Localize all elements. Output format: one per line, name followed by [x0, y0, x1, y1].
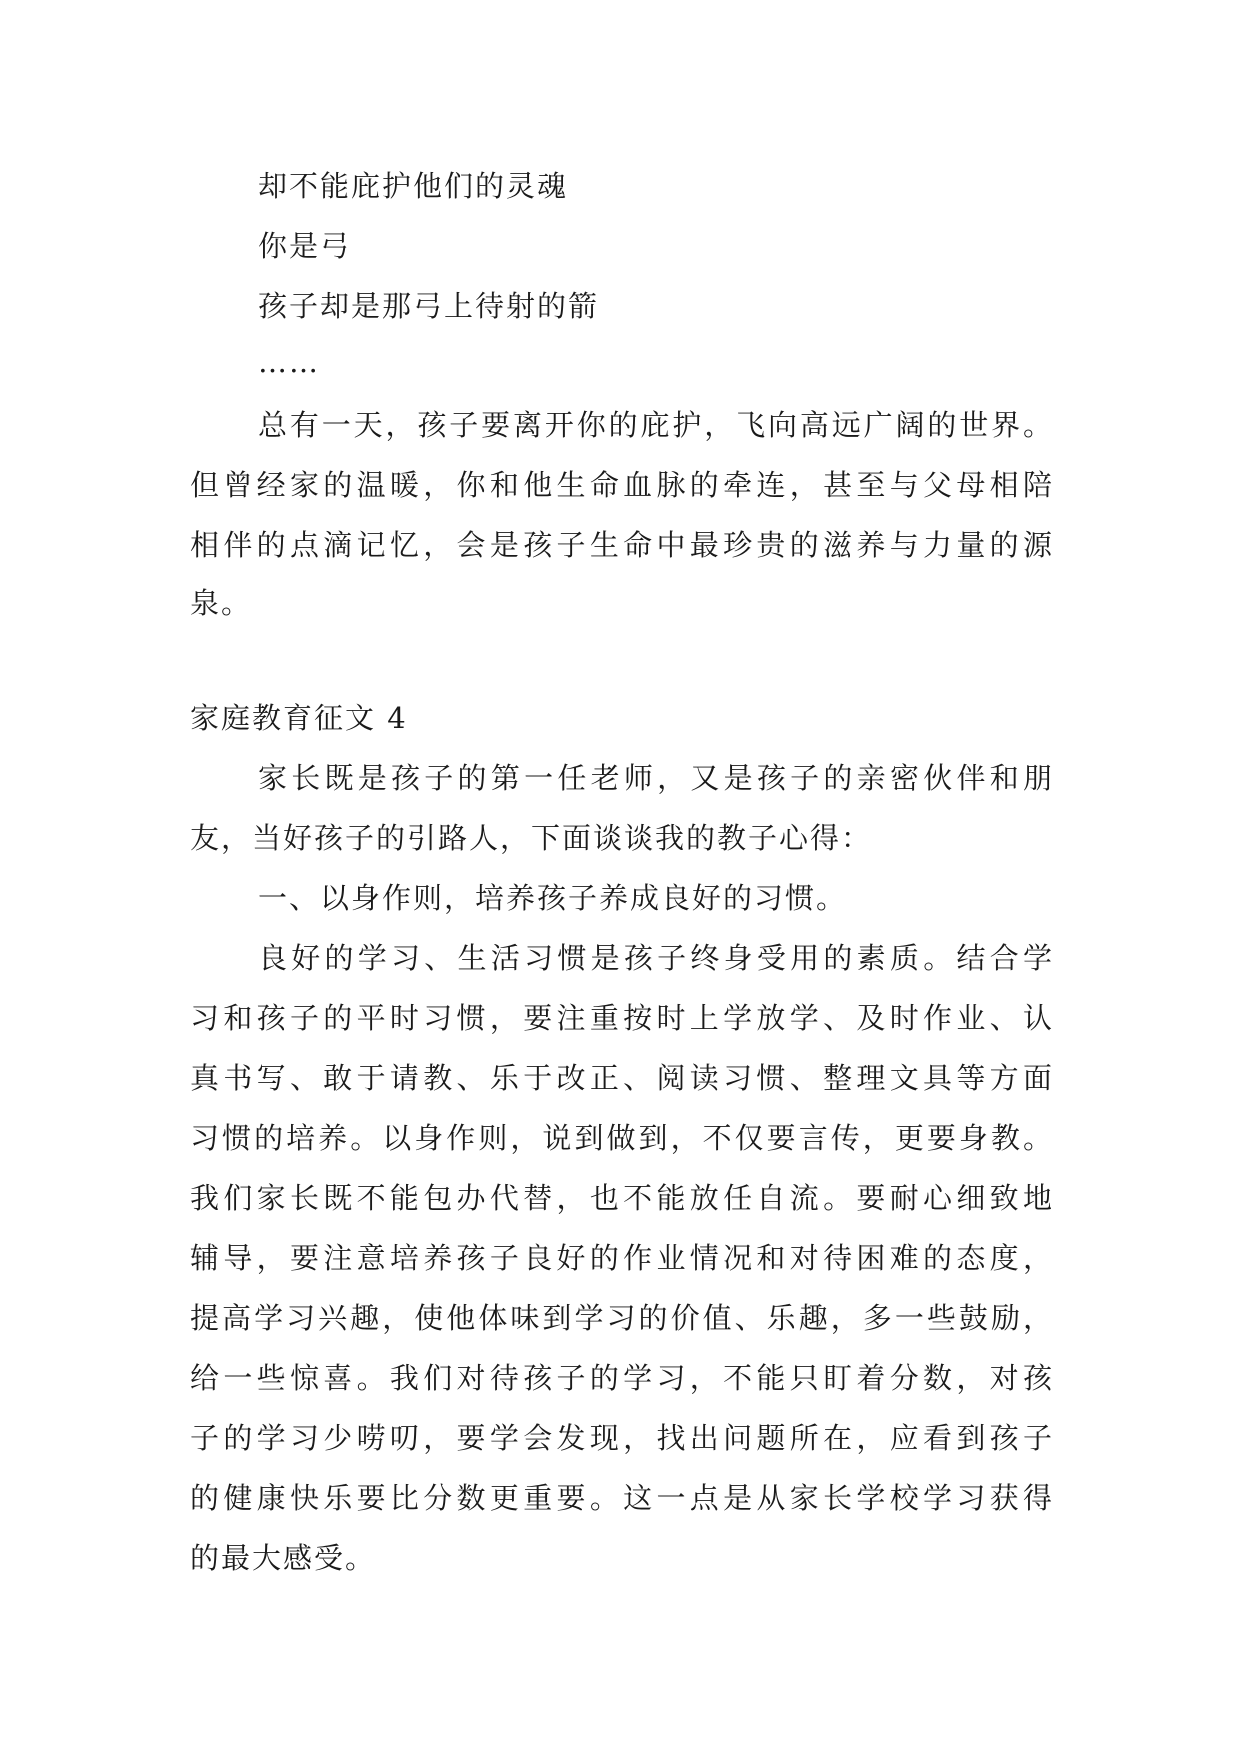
body-line: 辅导，要注意培养孩子良好的作业情况和对待困难的态度，	[190, 1241, 1052, 1275]
body-line: 子的学习少唠叨，要学会发现，找出问题所在，应看到孩子	[190, 1421, 1052, 1455]
body-line: 习惯的培养。以身作则，说到做到，不仅要言传，更要身教。	[190, 1121, 1052, 1155]
paragraph-line: 总有一天，孩子要离开你的庇护，飞向高远广阔的世界。	[258, 408, 1052, 442]
body-line: 我们家长既不能包办代替，也不能放任自流。要耐心细致地	[190, 1181, 1052, 1215]
section-title: 家庭教育征文 4	[190, 701, 408, 735]
poem-line: 你是弓	[258, 229, 352, 263]
body-line: 给一些惊喜。我们对待孩子的学习，不能只盯着分数，对孩	[190, 1361, 1052, 1395]
paragraph-line: 相伴的点滴记忆，会是孩子生命中最珍贵的滋养与力量的源	[190, 528, 1052, 562]
body-line: 的最大感受。	[190, 1541, 377, 1575]
poem-line: 孩子却是那弓上待射的箭	[258, 289, 600, 323]
subheading: 一、以身作则，培养孩子养成良好的习惯。	[258, 881, 848, 915]
body-line: 的健康快乐要比分数更重要。这一点是从家长学校学习获得	[190, 1481, 1052, 1515]
body-line: 良好的学习、生活习惯是孩子终身受用的素质。结合学	[258, 941, 1052, 975]
intro-line: 家长既是孩子的第一任老师，又是孩子的亲密伙伴和朋	[258, 761, 1052, 795]
body-line: 真书写、敢于请教、乐于改正、阅读习惯、整理文具等方面	[190, 1061, 1052, 1095]
body-line: 习和孩子的平时习惯，要注重按时上学放学、及时作业、认	[190, 1001, 1052, 1035]
body-line: 提高学习兴趣，使他体味到学习的价值、乐趣，多一些鼓励，	[190, 1301, 1052, 1335]
poem-line: 却不能庇护他们的灵魂	[258, 169, 569, 203]
paragraph-line: 但曾经家的温暖，你和他生命血脉的牵连，甚至与父母相陪	[190, 468, 1052, 502]
poem-ellipsis: ……	[258, 345, 320, 379]
paragraph-line: 泉。	[190, 586, 253, 620]
intro-line: 友，当好孩子的引路人，下面谈谈我的教子心得：	[190, 821, 873, 855]
